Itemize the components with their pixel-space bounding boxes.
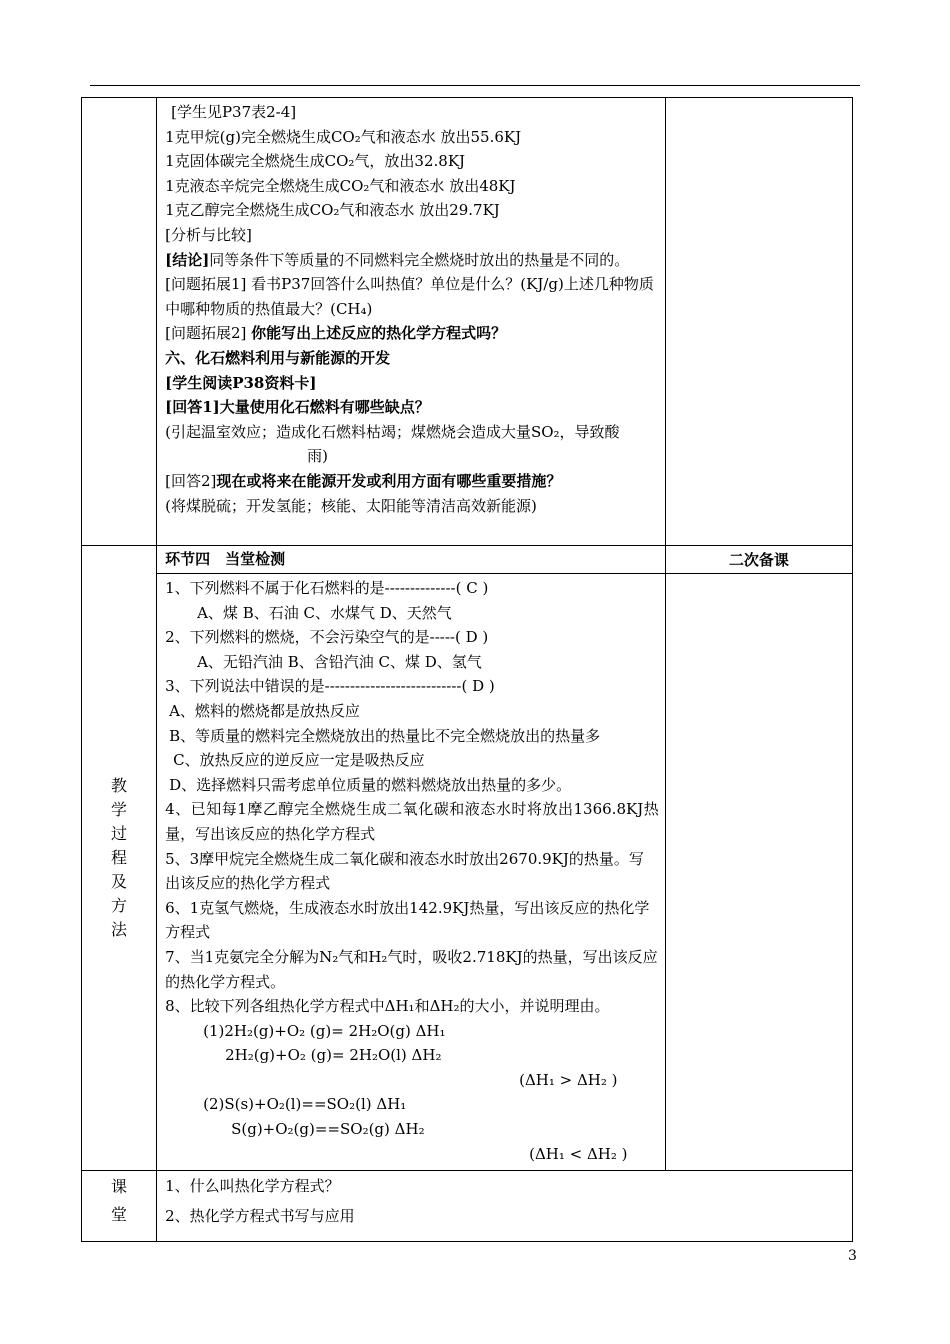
question-7: 7、当1克氨完全分解为N₂气和H₂气时，吸收2.718KJ的热量，写出该反应的热化学方程式。 [165, 947, 658, 991]
section4-content [157, 574, 666, 1171]
text-line: [分析与比较] [165, 225, 252, 244]
answer1-question: [回答1]大量使用化石燃料有哪些缺点？ [165, 398, 430, 417]
row-section4-content [82, 574, 853, 1171]
question-2: 2、下列燃料的燃烧，不会污染空气的是-----( D ) [165, 628, 489, 647]
question-extension-2: [问题拓展2] 你能写出上述反应的热化学方程式吗？ [165, 324, 507, 343]
left-label-cell [82, 1171, 157, 1242]
question-3-option-a: A、燃料的燃烧都是放热反应 [169, 701, 360, 720]
row-section5 [82, 1171, 853, 1242]
question-6: 6、1克氢气燃烧，生成液态水时放出142.9KJ热量，写出该反应的热化学方程式 [165, 898, 650, 942]
conclusion-label: [结论] [165, 250, 210, 269]
question-3-option-c: C、放热反应的逆反应一定是吸热反应 [173, 751, 425, 770]
conclusion [165, 248, 659, 273]
question-4: 4、已知每1摩乙醇完全燃烧生成二氧化碳和液态水时将放出1366.8KJ热量，写出该反应的热化学方程式 [165, 800, 659, 843]
summary-item: 2、热化学方程式书写与应用 [165, 1207, 355, 1225]
question-3-option-b: B、等质量的燃料完全燃烧放出的热量比不完全燃烧放出的热量多 [169, 726, 601, 745]
lesson-table [81, 97, 853, 1242]
text-line: 1克乙醇完全燃烧生成CO₂气和液态水 放出29.7KJ [165, 201, 500, 220]
section4-title: 环节四 当堂检测 [165, 550, 286, 568]
section4-header-cell [157, 546, 666, 574]
answer2-text: (将煤脱硫；开发氢能；核能、太阳能等清洁高效新能源) [165, 496, 537, 515]
vertical-label: 课 堂 [111, 1177, 128, 1224]
left-label-cell [82, 98, 157, 546]
question-1-options: A、煤 B、石油 C、水煤气 D、天然气 [197, 603, 452, 622]
text-line: [学生见P37表2-4] [171, 103, 297, 121]
right-notes-cell [665, 98, 852, 546]
answer1-text-cont: 雨) [307, 447, 328, 466]
row-section3 [82, 98, 853, 546]
question-extension-1: [问题拓展1] 看书P37回答什么叫热值？单位是什么？(KJ/g)上述几种物质中哪种物质的热值最大？(CH₄) [165, 275, 654, 318]
left-label-cell [82, 546, 157, 1171]
summary-item: 1、什么叫热化学方程式？ [165, 1177, 340, 1195]
question-1: 1、下列燃料不属于化石燃料的是--------------( C ) [165, 579, 489, 597]
equation-2a: (2)S(s)+O₂(l)==SO₂(l) ΔH₁ [203, 1095, 407, 1114]
row-section4-header [82, 546, 853, 574]
question-3: 3、下列说法中错误的是---------------------------( D ) [165, 677, 495, 696]
answer2-question: [回答2]现在或将来在能源开发或利用方面有哪些重要措施？ [165, 471, 562, 490]
equation-1-result: (ΔH₁ > ΔH₂ ) [519, 1070, 618, 1089]
reading-prompt: [学生阅读P38资料卡] [165, 373, 317, 392]
secondary-prep-header: 二次备课 [665, 546, 852, 574]
section-heading: 六、化石燃料利用与新能源的开发 [165, 348, 391, 367]
conclusion-text: 同等条件下等质量的不同燃料完全燃烧时放出的热量是不同的。 [209, 250, 630, 269]
question-8: 8、比较下列各组热化学方程式中ΔH₁和ΔH₂的大小，并说明理由。 [165, 997, 610, 1016]
text-line: 1克液态辛烷完全燃烧生成CO₂气和液态水 放出48KJ [165, 176, 516, 195]
right-notes-cell [665, 574, 852, 1171]
equation-2-result: (ΔH₁ < ΔH₂ ) [529, 1144, 628, 1163]
equation-2b: S(g)+O₂(g)==SO₂(g) ΔH₂ [231, 1120, 425, 1139]
answer1-text: (引起温室效应；造成化石燃料枯竭；煤燃烧会造成大量SO₂，导致酸 [165, 422, 620, 441]
equation-1b: 2H₂(g)+O₂ (g)= 2H₂O(l) ΔH₂ [225, 1046, 442, 1065]
text-line: 1克固体碳完全燃烧生成CO₂气，放出32.8KJ [165, 152, 466, 171]
page-number: 3 [848, 1248, 857, 1264]
question-2-options: A、无铅汽油 B、含铅汽油 C、煤 D、氢气 [197, 652, 482, 671]
header-rule [90, 85, 860, 86]
section5-content [157, 1171, 853, 1242]
question-5: 5、3摩甲烷完全燃烧生成二氧化碳和液态水时放出2670.9KJ的热量。写出该反应的热化学方程式 [165, 849, 644, 893]
question-3-option-d: D、选择燃料只需考虑单位质量的燃料燃烧放出热量的多少。 [169, 775, 572, 794]
vertical-label: 教 学 过 程 及 方 法 [111, 776, 128, 939]
text-line: 1克甲烷(g)完全燃烧生成CO₂气和液态水 放出55.6KJ [165, 127, 522, 146]
equation-1a: (1)2H₂(g)+O₂ (g)= 2H₂O(g) ΔH₁ [203, 1021, 446, 1040]
section3-content [157, 98, 666, 546]
